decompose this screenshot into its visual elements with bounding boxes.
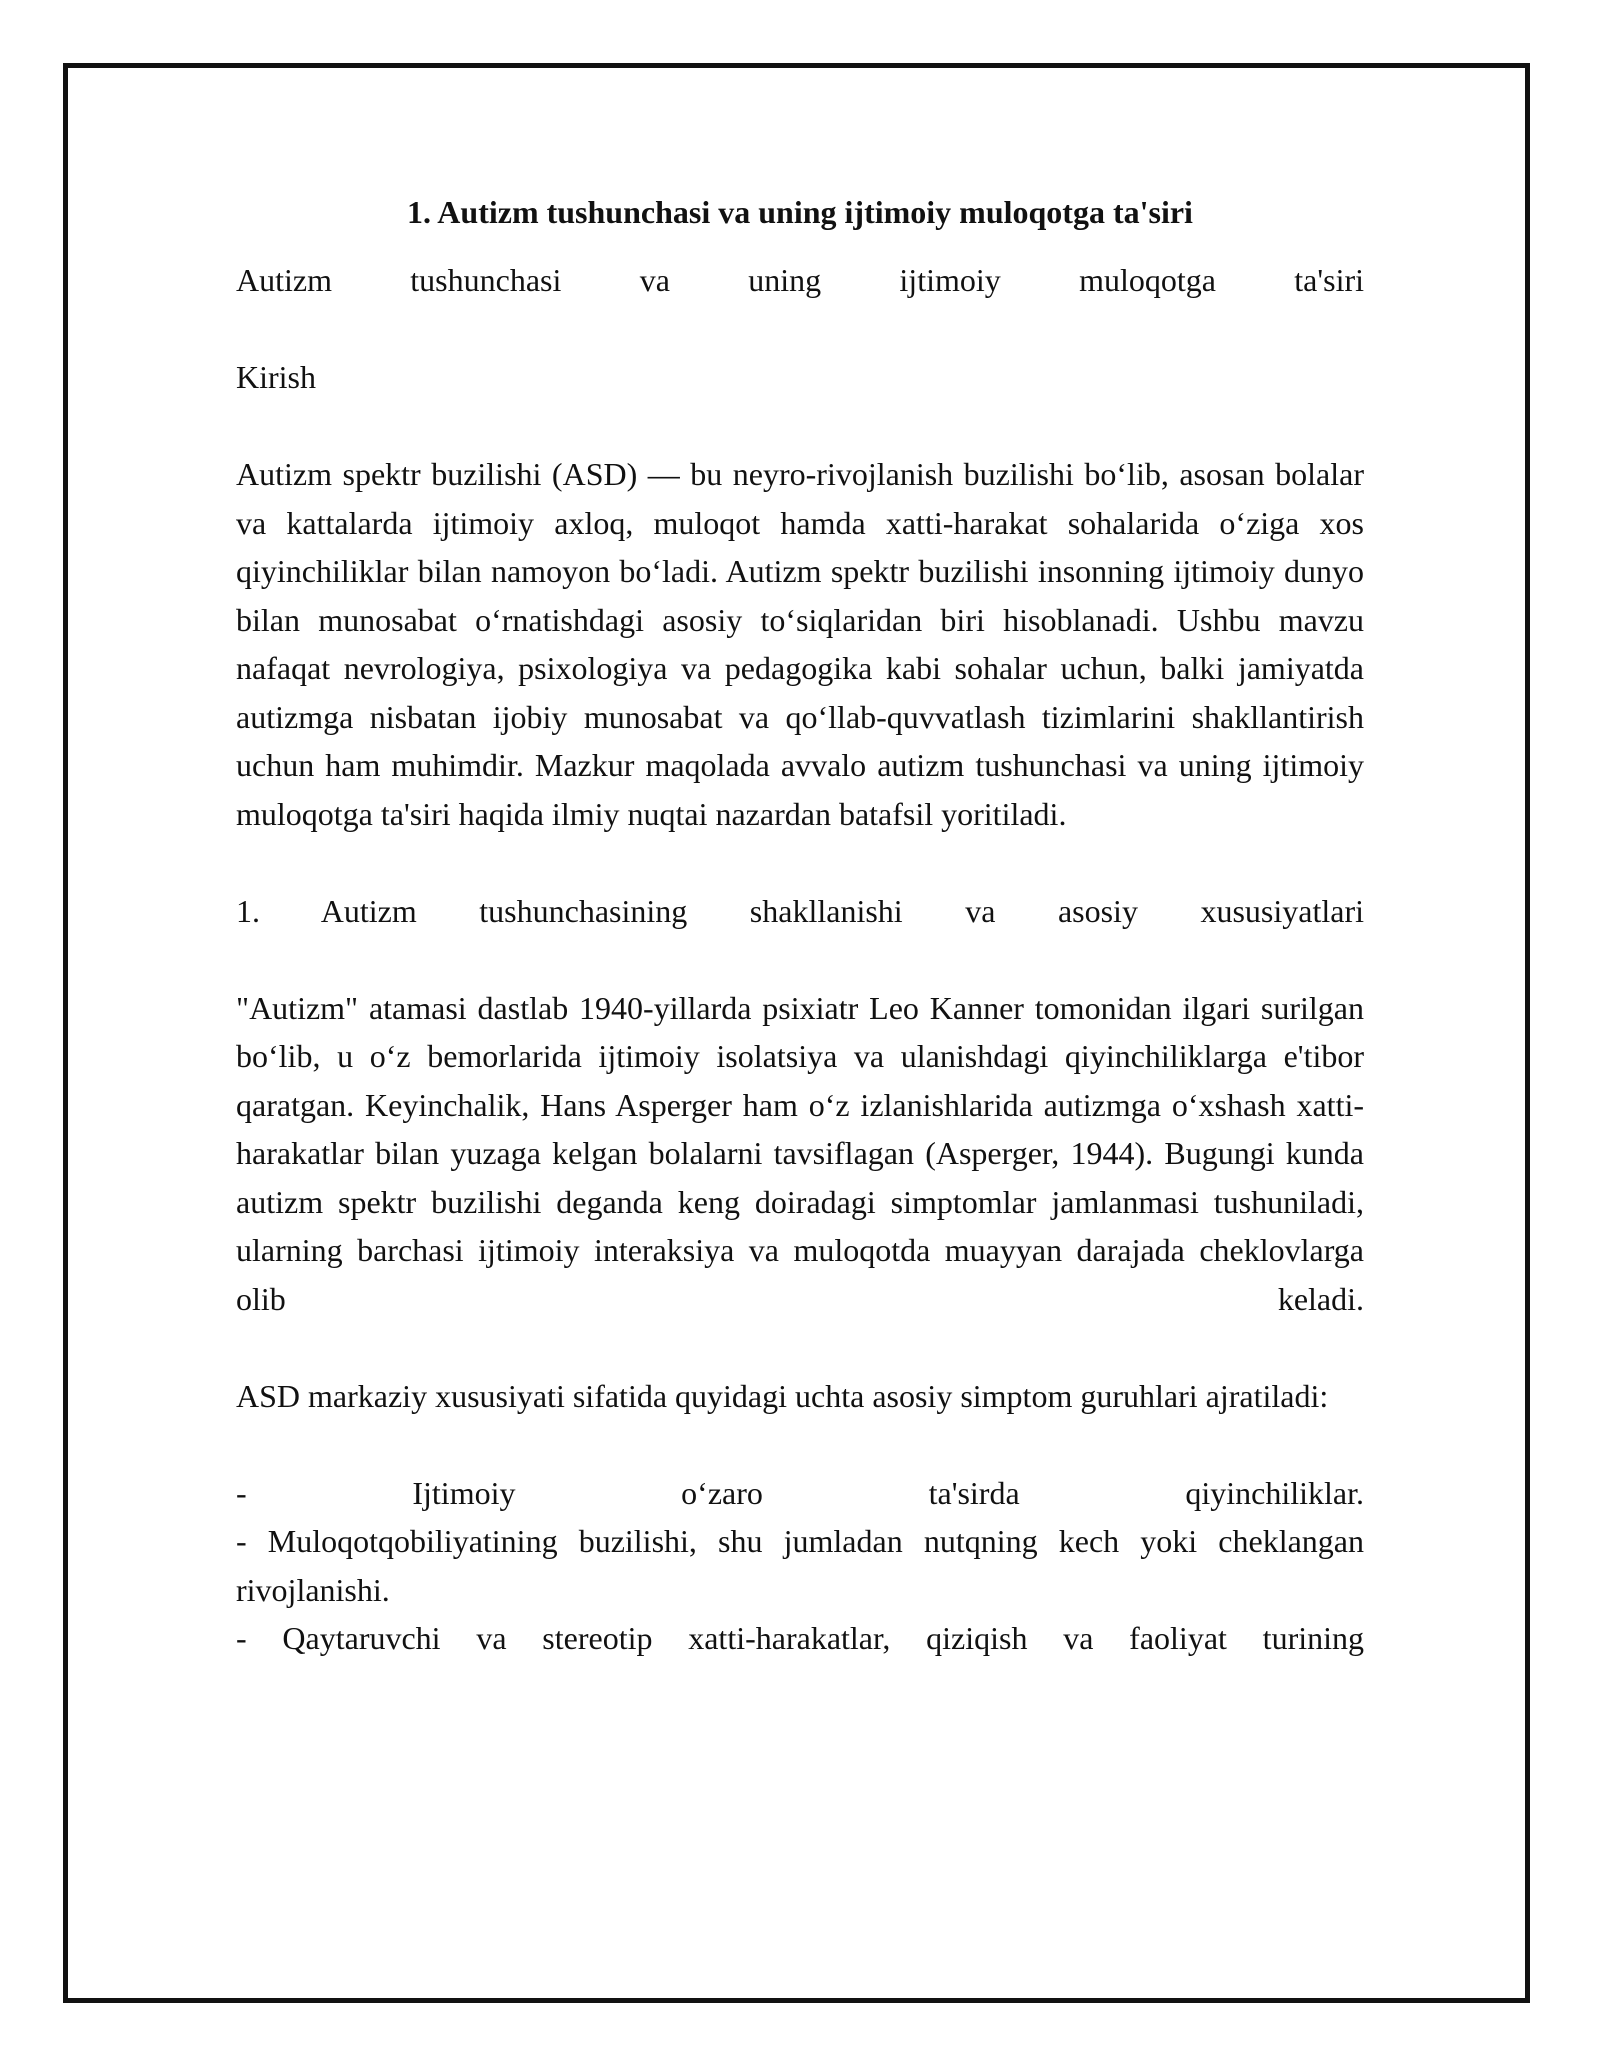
asd-intro-paragraph: ASD markaziy xususiyati sifatida quyidagi uchta asosiy simptom guruhlari ajratiladi: — [236, 1377, 1329, 1414]
spacer — [236, 1420, 1364, 1469]
list-item: - Ijtimoiy o‘zaro ta'sirda qiyinchiliklar. — [236, 1474, 1364, 1511]
subtitle-line: Autizm tushunchasi va uning ijtimoiy muloqotga ta'siri — [236, 262, 1364, 298]
list-item: - Qaytaruvchi va stereotip xatti-harakatlar, qiziqish va faoliyat turining — [236, 1620, 1364, 1656]
spacer — [236, 935, 1364, 984]
spacer — [236, 305, 1364, 354]
spacer — [236, 838, 1364, 887]
intro-paragraph: Autizm spektr buzilishi (ASD) — bu neyro-rivojlanish buzilishi bo‘lib, asosan bolalar va kattalarda ijtimoiy axloq, muloqot hamda xatti-harakat sohalarida o‘ziga xos qiyinchiliklar bilan namoyon bo‘ladi. Autizm spektr buzilishi insonning ijtimoiy dunyo bilan munosabat o‘rnatishdagi asosiy to‘siqlaridan biri hisoblanadi. Ushbu mavzu nafaqat nevrologiya, psixologiya va pedagogika kabi sohalar uchun, balki jamiyatda autizmga nisbatan ijobiy munosabat va qo‘llab-quvvatlash tizimlarini shakllantirish uchun ham muhimdir. Mazkur maqolada avvalo autizm tushunchasi va uning ijtimoiy muloqotga ta'siri haqida ilmiy nuqtai nazardan batafsil yoritiladi. — [236, 456, 1364, 832]
document-title: 1. Autizm tushunchasi va uning ijtimoiy muloqotga ta'siri — [407, 194, 1193, 230]
spacer — [236, 402, 1364, 451]
document-body — [236, 188, 1364, 1663]
symptom-list — [236, 1469, 1364, 1663]
spacer — [236, 1323, 1364, 1372]
section1-heading: 1. Autizm tushunchasining shakllanishi va asosiy xususiyatlari — [236, 892, 1364, 929]
intro-heading: Kirish — [236, 359, 316, 395]
list-item: - Muloqotqobiliyatining buzilishi, shu jumladan nutqning kech yoki cheklangan rivojlanishi. — [236, 1523, 1364, 1608]
section1-paragraph: "Autizm" atamasi dastlab 1940-yillarda psixiatr Leo Kanner tomonidan ilgari surilgan bo‘lib, u o‘z bemorlarida ijtimoiy isolatsiya va ulanishdagi qiyinchiliklarga e'tibor qaratgan. Keyinchalik, Hans Asperger ham o‘z izlanishlarida autizmga o‘xshash xatti-harakatlar bilan yuzaga kelgan bolalarni tavsiflagan (Asperger, 1944). Bugungi kunda autizm spektr buzilishi deganda keng doiradagi simptomlar jamlanmasi tushuniladi, ularning barchasi ijtimoiy interaksiya va muloqotda muayyan darajada cheklovlarga olib keladi. — [236, 989, 1364, 1317]
